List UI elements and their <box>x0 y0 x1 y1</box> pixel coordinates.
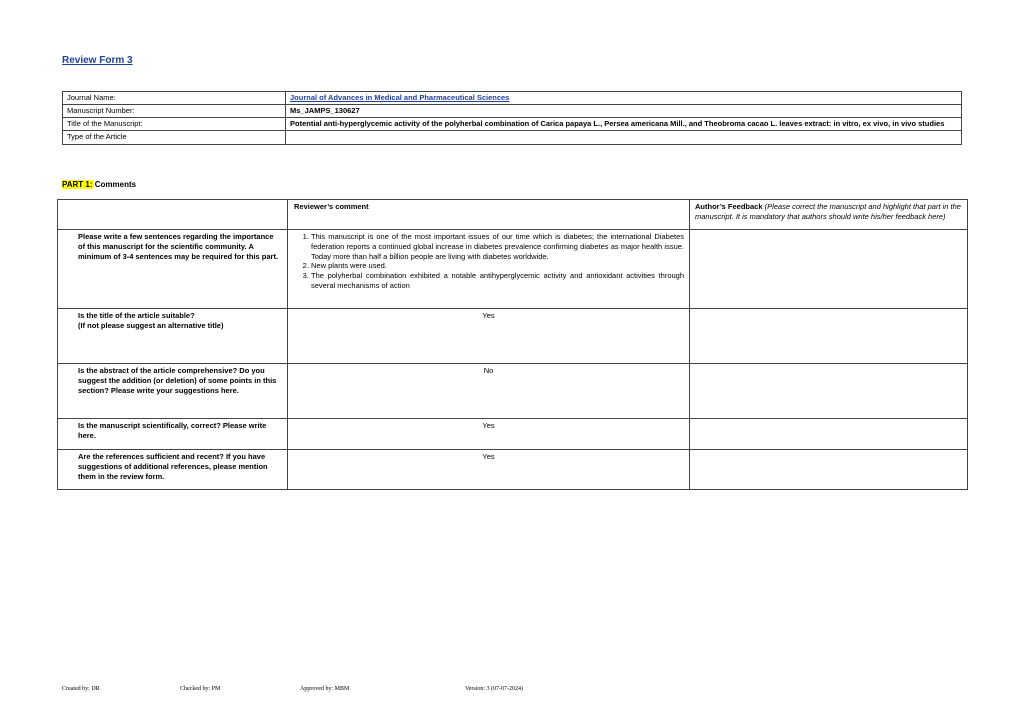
manuscript-info-table <box>62 91 962 145</box>
comments-table <box>57 199 968 490</box>
question-scientific: Is the manuscript scientifically, correct? Please write here. <box>58 419 288 450</box>
part-1-label: PART 1: <box>62 180 93 189</box>
manuscript-title-label: Title of the Manuscript: <box>63 118 286 131</box>
article-type-row <box>63 131 962 144</box>
reviewer-comment-abstract[interactable]: No <box>288 364 690 419</box>
reviewer-comment-references[interactable]: Yes <box>288 450 690 490</box>
footer-checked-by: Checked by: PM <box>180 686 221 692</box>
part-1-heading <box>62 180 136 189</box>
reviewer-comment-header: Reviewer’s comment <box>288 200 690 230</box>
comment-row <box>58 450 968 490</box>
author-feedback-cell[interactable] <box>690 450 968 490</box>
reviewer-comment-title[interactable]: Yes <box>288 309 690 364</box>
comment-row <box>58 419 968 450</box>
journal-row <box>63 92 962 105</box>
list-item: 1. This manuscript is one of the most important issues of our time which is diabetes; the international Diabetes federation reports a continued global increase in diabetes prevalence confirming diabetes as major health issue. Today more than half a billion people are living with diabetes worldwide. <box>311 232 684 261</box>
manuscript-number-row <box>63 105 962 118</box>
header-blank-cell <box>58 200 288 230</box>
footer-created-by: Created by: DR <box>62 686 100 692</box>
part-1-title: Comments <box>92 180 137 189</box>
author-feedback-cell[interactable] <box>690 309 968 364</box>
comment-row <box>58 364 968 419</box>
footer-approved-by: Approved by: MBM <box>300 686 350 692</box>
comments-header-row <box>58 200 968 230</box>
author-feedback-cell[interactable] <box>690 364 968 419</box>
reviewer-comment-scientific[interactable]: Yes <box>288 419 690 450</box>
comment-row <box>58 230 968 309</box>
question-references: Are the references sufficient and recent? If you have suggestions of additional references, please mention them in the review form. <box>58 450 288 490</box>
question-title: Is the title of the article suitable? (If not please suggest an alternative title) <box>58 309 288 364</box>
page-title: Review Form 3 <box>62 55 133 66</box>
list-item: 3. The polyherbal combination exhibited a notable antihyperglycemic activity and antioxidant activities through several mechanisms of action <box>311 271 684 291</box>
question-importance: Please write a few sentences regarding the importance of this manuscript for the scientific community. A minimum of 3-4 sentences may be required for this part. <box>58 230 288 309</box>
author-feedback-cell[interactable] <box>690 230 968 309</box>
footer-version: Version: 3 (07-07-2024) <box>465 686 523 692</box>
manuscript-number-label: Manuscript Number: <box>63 105 286 118</box>
article-type-value[interactable] <box>286 131 962 144</box>
journal-link[interactable]: Journal of Advances in Medical and Pharmaceutical Sciences <box>290 93 510 102</box>
reviewer-comment-importance[interactable] <box>288 230 690 309</box>
author-feedback-note: (Please correct the manuscript and highlight that part in the manuscript. It is mandatory that authors should write his/her feedback here) <box>695 202 961 221</box>
manuscript-title-row <box>63 118 962 131</box>
article-type-label: Type of the Article <box>63 131 286 144</box>
manuscript-number-value: Ms_JAMPS_130627 <box>286 105 962 118</box>
importance-list <box>293 232 684 291</box>
list-item: 2. New plants were used. <box>311 261 684 271</box>
author-feedback-header <box>690 200 968 230</box>
journal-label: Journal Name: <box>63 92 286 105</box>
author-feedback-cell[interactable] <box>690 419 968 450</box>
comment-row <box>58 309 968 364</box>
journal-value <box>286 92 962 105</box>
author-feedback-title: Author’s Feedback <box>695 202 763 211</box>
question-abstract: Is the abstract of the article comprehensive? Do you suggest the addition (or deletion) of some points in this section? Please write your suggestions here. <box>58 364 288 419</box>
manuscript-title-value: Potential anti-hyperglycemic activity of the polyherbal combination of Carica papaya L., Persea americana Mill., and Theobroma cacao L. leaves extract: in vitro, ex vivo, in vivo studies <box>286 118 962 131</box>
